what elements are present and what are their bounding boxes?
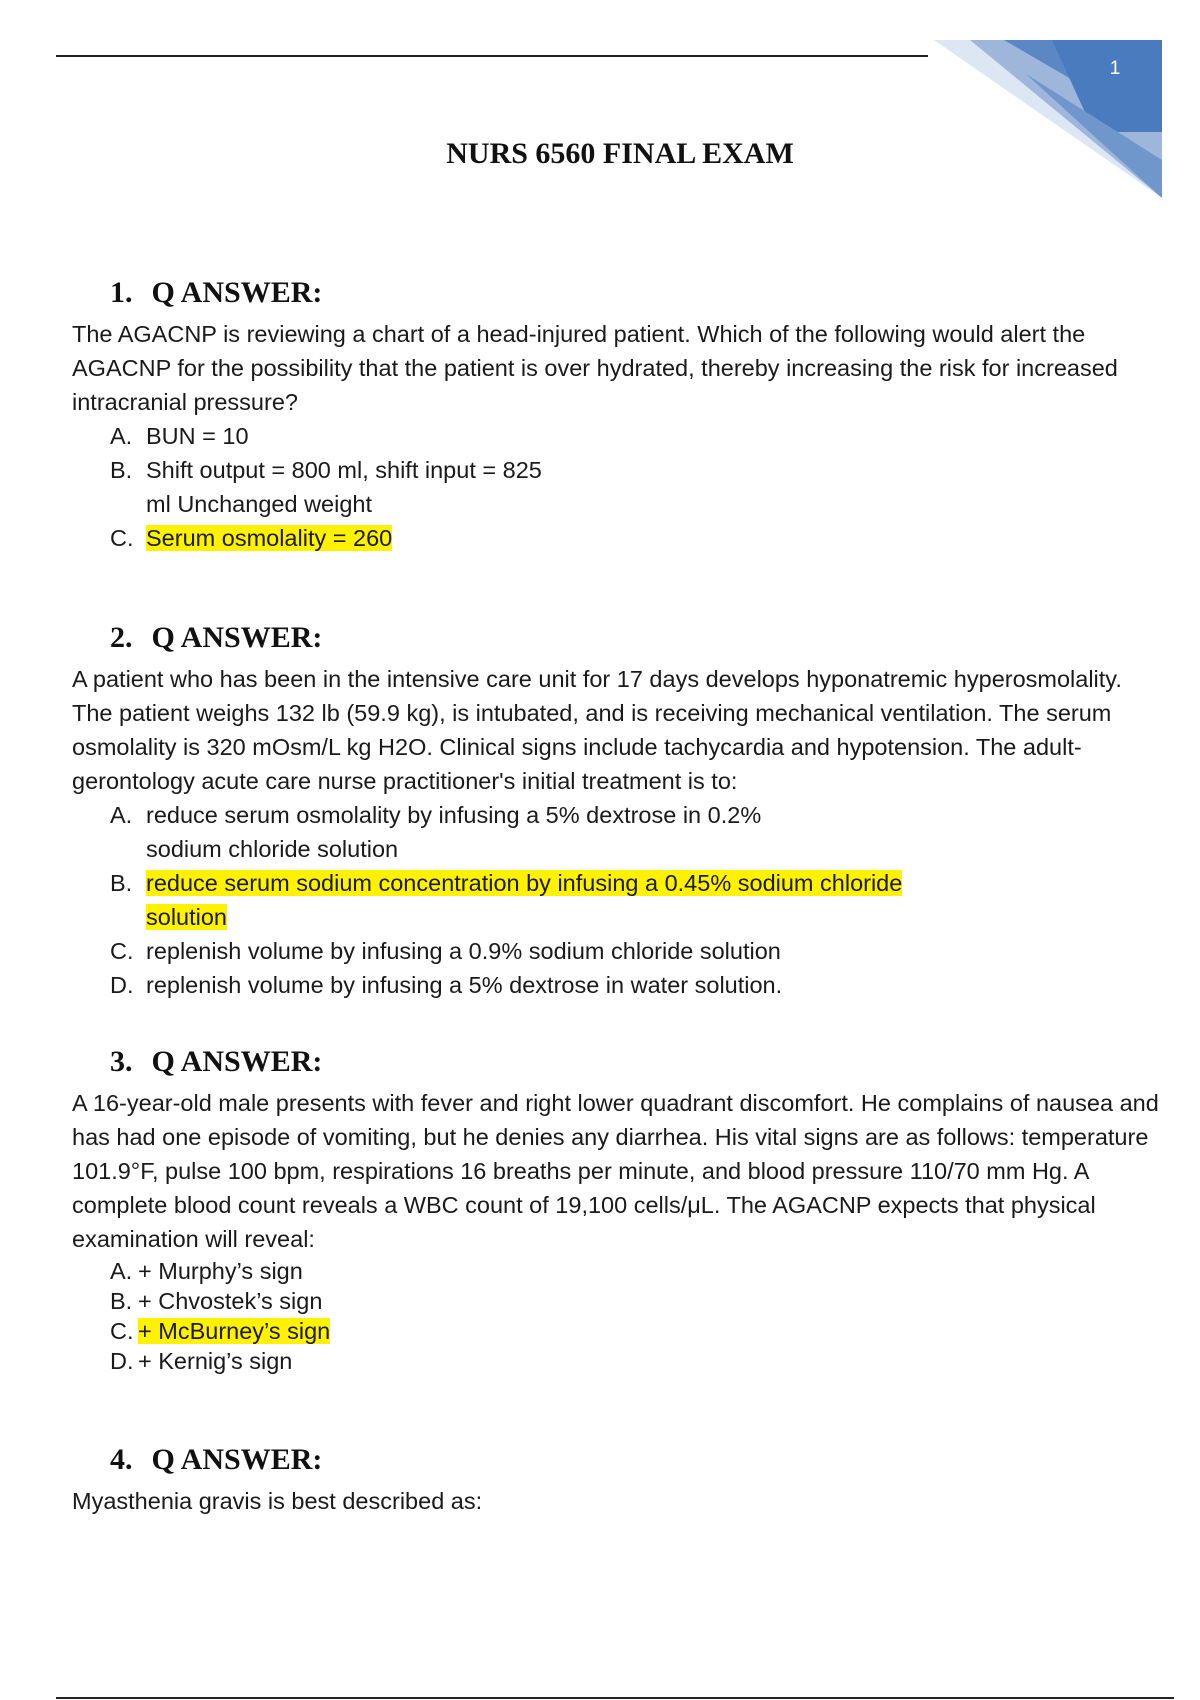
- options-list: [72, 1256, 1162, 1376]
- option-letter: C.: [110, 525, 134, 551]
- question-heading-label: Q ANSWER:: [151, 621, 323, 654]
- question-heading: [110, 273, 1162, 313]
- option-letter: B.: [110, 1288, 133, 1314]
- option-text: replenish volume by infusing a 0.9% sodium chloride solution: [146, 938, 781, 964]
- option-letter: D.: [110, 972, 134, 998]
- question-1: [72, 273, 1162, 555]
- question-heading: [110, 1042, 1162, 1082]
- option-letter: C.: [110, 1318, 134, 1344]
- option-a: [72, 1256, 922, 1286]
- question-heading-label: Q ANSWER:: [151, 1045, 323, 1078]
- option-letter: A.: [110, 423, 133, 449]
- question-4: [72, 1440, 1162, 1518]
- question-3: [72, 1042, 1162, 1376]
- option-letter: B.: [110, 870, 133, 896]
- option-d: [72, 968, 1062, 1002]
- option-text: + Murphy’s sign: [138, 1258, 303, 1284]
- question-heading: [110, 1440, 1162, 1480]
- option-b: [72, 453, 562, 521]
- option-text: BUN = 10: [146, 423, 249, 449]
- question-2: [72, 618, 1162, 1002]
- options-list: [72, 798, 1162, 1002]
- option-text: + Chvostek’s sign: [138, 1288, 323, 1314]
- option-c-answer: [72, 521, 922, 555]
- option-text-highlighted: Serum osmolality = 260: [146, 525, 393, 551]
- option-d: [72, 1346, 922, 1376]
- question-text: A patient who has been in the intensive care unit for 17 days develops hyponatremic hyperosmolality. The patient weighs 132 lb (59.9 kg), is intubated, and is receiving mechanical ventilation. The serum osmolality is 320 mOsm/L kg H2O. Clinical signs include tachycardia and hypotension. The adult-gerontology acute care nurse practitioner's initial treatment is to:: [72, 666, 1122, 794]
- option-letter: A.: [110, 802, 133, 828]
- footer-rule: [56, 1697, 1174, 1699]
- option-c-answer: [72, 1316, 922, 1346]
- question-text: A 16-year-old male presents with fever and right lower quadrant discomfort. He complains of nausea and has had one episode of vomiting, but he denies any diarrhea. His vital signs are as follows: temperature 101.9°F, pulse 100 bpm, respirations 16 breaths per minute, and blood pressure 110/70 mm Hg. A complete blood count reveals a WBC count of 19,100 cells/μL. The AGACNP expects that physical examination will reveal:: [72, 1090, 1159, 1252]
- question-heading-label: Q ANSWER:: [151, 276, 323, 309]
- option-letter: C.: [110, 938, 134, 964]
- option-a: [72, 798, 842, 866]
- question-number: 4.: [110, 1443, 133, 1476]
- option-text: reduce serum osmolality by infusing a 5% dextrose in 0.2% sodium chloride solution: [146, 802, 762, 862]
- option-letter: A.: [110, 1258, 133, 1284]
- option-b-answer: [72, 866, 932, 934]
- option-text-highlighted: + McBurney’s sign: [138, 1318, 331, 1344]
- question-number: 1.: [110, 276, 133, 309]
- option-text: + Kernig’s sign: [138, 1348, 293, 1374]
- option-letter: B.: [110, 457, 133, 483]
- option-a: [72, 419, 922, 453]
- question-number: 3.: [110, 1045, 133, 1078]
- question-text: The AGACNP is reviewing a chart of a head-injured patient. Which of the following would alert the AGACNP for the possibility that the patient is over hydrated, thereby increasing the risk for increased intracranial pressure?: [72, 321, 1118, 415]
- option-letter: D.: [110, 1348, 134, 1374]
- document-title: NURS 6560 FINAL EXAM: [446, 137, 794, 170]
- question-heading-label: Q ANSWER:: [151, 1443, 323, 1476]
- question-text: Myasthenia gravis is best described as:: [72, 1488, 483, 1514]
- options-list: [72, 419, 1162, 555]
- option-text-highlighted: reduce serum sodium concentration by infusing a 0.45% sodium chloride solution: [146, 870, 903, 930]
- question-number: 2.: [110, 621, 133, 654]
- option-c: [72, 934, 1062, 968]
- option-text: replenish volume by infusing a 5% dextrose in water solution.: [146, 972, 783, 998]
- question-heading: [110, 618, 1162, 658]
- option-text: Shift output = 800 ml, shift input = 825 ml Unchanged weight: [146, 457, 542, 517]
- page-number: 1: [1109, 58, 1121, 79]
- option-b: [72, 1286, 922, 1316]
- header-rule: [56, 55, 928, 57]
